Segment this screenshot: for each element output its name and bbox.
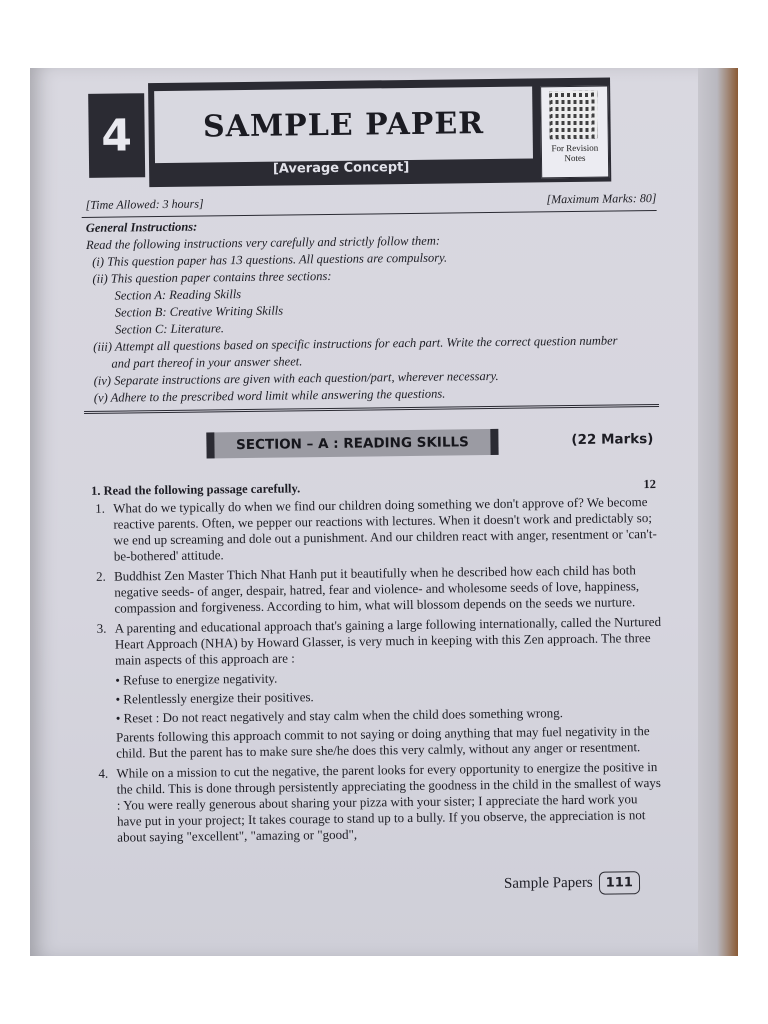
book-photo — [30, 68, 738, 956]
qr-label: For Revision Notes — [551, 142, 599, 164]
passage-paragraph — [95, 494, 661, 565]
instruction-item: (i) This question paper has 13 questions. All questions are compulsory. — [92, 250, 448, 269]
title-bar — [148, 78, 611, 188]
question-label: 1. Read the following passage carefully. — [90, 481, 301, 498]
section-header — [84, 421, 659, 468]
header-band — [88, 73, 656, 190]
page-footer — [504, 871, 640, 896]
maximum-marks: [Maximum Marks: 80] — [546, 190, 657, 207]
section-title: SECTION – A : READING SKILLS — [206, 429, 498, 459]
paragraph-text: What do we typically do when we find our children doing something we don't approve of? We become reactive parents. Often, we pepper our reactions with lectures. When it doesn't work and predictably so; we end up screaming and dole out a punishment. And our children react with anger, resentment or 'can't-be-bothered' attitude. — [113, 494, 657, 564]
instruction-item: (iv) Separate instructions are given with each question/part, wherever necessary. — [93, 368, 499, 388]
paragraph-number: 1. — [95, 500, 106, 516]
page-content — [80, 73, 664, 850]
paragraph-number: 4. — [98, 765, 109, 781]
section-marks: (22 Marks) — [571, 431, 654, 449]
qr-code-box — [540, 86, 609, 179]
question-marks: 12 — [643, 476, 657, 492]
bullet-point: • Refuse to energize negativity. — [115, 666, 662, 689]
bullet-point: • Reset : Do not react negatively and stay calm when the child does something wrong. — [116, 704, 663, 727]
paragraph-number: 2. — [95, 568, 106, 584]
passage-paragraph — [98, 758, 664, 846]
passage-paragraph — [96, 613, 663, 669]
page-number: 111 — [599, 871, 640, 895]
section-list-item: Section B: Creative Writing Skills — [114, 303, 284, 320]
general-instructions — [86, 213, 659, 407]
paragraph-text: Buddhist Zen Master Thich Nhat Hanh put it beautifully when he described how each child has both negative seeds- of anger, despair, hatred, fear and violence- and wholesome seeds of love, happiness, compassion and forgiveness. According to him, what will blossom depends on the seeds we nurture. — [113, 562, 640, 616]
paragraph-text: While on a mission to cut the negative, the parent looks for every opportunity to energize the positive in the child. This is done through persistently appreciating the goodness in the child in the smallest of ways : You were really generous about sharing your pizza with your sister; I appreciate the hard work you have put in your project; It takes courage to stand up to a bully. If you observe, the appreciation is not about saying "excellent", "amazing or "good", — [116, 758, 661, 845]
section-list-item: Section A: Reading Skills — [114, 287, 242, 303]
instruction-item: (v) Adhere to the prescribed word limit while answering the questions. — [93, 386, 446, 405]
section-list-item: Section C: Literature. — [114, 321, 225, 337]
title-box — [154, 86, 533, 163]
passage-paragraph — [95, 562, 662, 617]
instruction-item: (iii) Attempt all questions based on specific instructions for each part. Write the correct question number — [93, 333, 618, 354]
instruction-item-continued: and part thereof in your answer sheet. — [111, 354, 303, 371]
instructions-heading: General Instructions: — [85, 219, 198, 235]
qr-code-icon — [549, 91, 598, 140]
book-page — [30, 68, 698, 956]
instruction-item: (ii) This question paper contains three sections: — [92, 268, 332, 286]
passage-text: Parents following this approach commit to not saying or doing anything that may fuel negativity in the child. But the parent has to make sure she/he does this very calmly, without any anger or resentment. — [115, 723, 650, 761]
instructions-intro: Read the following instructions very carefully and strictly follow them: — [85, 233, 441, 252]
page-subtitle: [Average Concept] — [272, 159, 410, 177]
bullet-point: • Relentlessly energize their positives. — [115, 685, 662, 708]
page-title: SAMPLE PAPER — [202, 105, 485, 144]
time-allowed: [Time Allowed: 3 hours] — [85, 196, 204, 212]
footer-label: Sample Papers — [503, 874, 593, 892]
meta-row — [85, 191, 656, 213]
paper-number: 4 — [88, 93, 145, 178]
paragraph-text: A parenting and educational approach that's gaining a large following internationally, called the Nurtured Heart Approach (NHA) by Howard Glasser, is very much in keeping with this Zen approach. The three main aspects of this approach are : — [114, 613, 662, 668]
paragraph-number: 3. — [96, 620, 107, 636]
